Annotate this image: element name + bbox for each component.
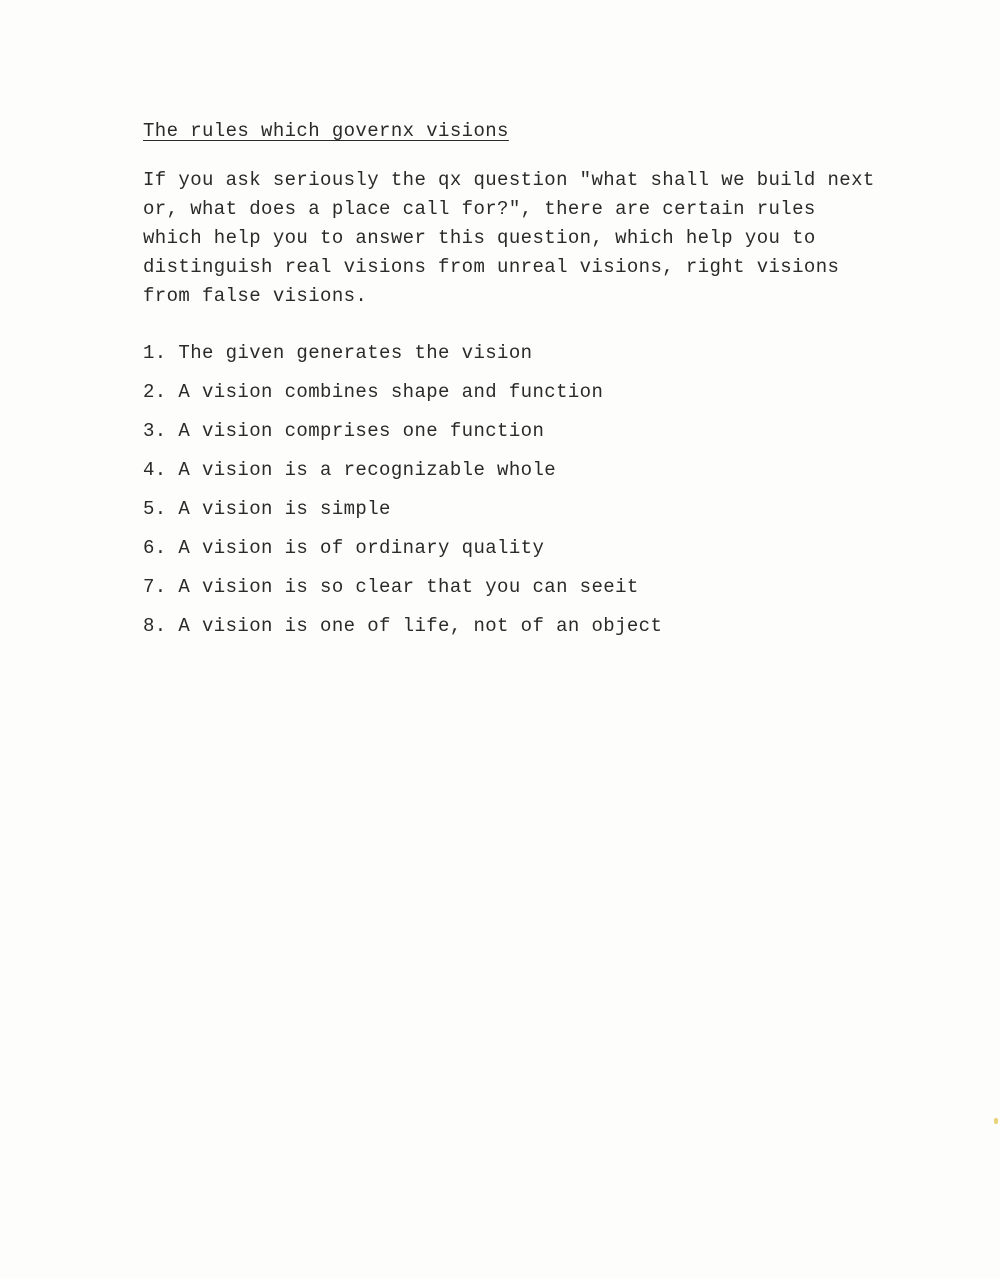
rule-item: 7. A vision is so clear that you can seeit <box>143 576 639 598</box>
intro-line: distinguish real visions from unreal visions, right visions <box>143 256 840 278</box>
document-title: The rules which governx visions <box>143 120 509 142</box>
rule-item: 1. The given generates the vision <box>143 342 533 364</box>
paper-speck <box>994 1118 998 1124</box>
rule-item: 5. A vision is simple <box>143 498 391 520</box>
intro-line: from false visions. <box>143 285 368 307</box>
rule-item: 4. A vision is a recognizable whole <box>143 459 557 481</box>
rules-list <box>143 340 662 652</box>
intro-line: If you ask seriously the qx question "what shall we build next <box>143 169 875 191</box>
intro-line: which help you to answer this question, which help you to <box>143 227 816 249</box>
intro-line: or, what does a place call for?", there are certain rules <box>143 198 816 220</box>
intro-paragraph <box>143 166 923 311</box>
rule-item: 8. A vision is one of life, not of an object <box>143 615 663 637</box>
rule-item: 2. A vision combines shape and function <box>143 381 604 403</box>
rule-item: 3. A vision comprises one function <box>143 420 545 442</box>
rule-item: 6. A vision is of ordinary quality <box>143 537 545 559</box>
